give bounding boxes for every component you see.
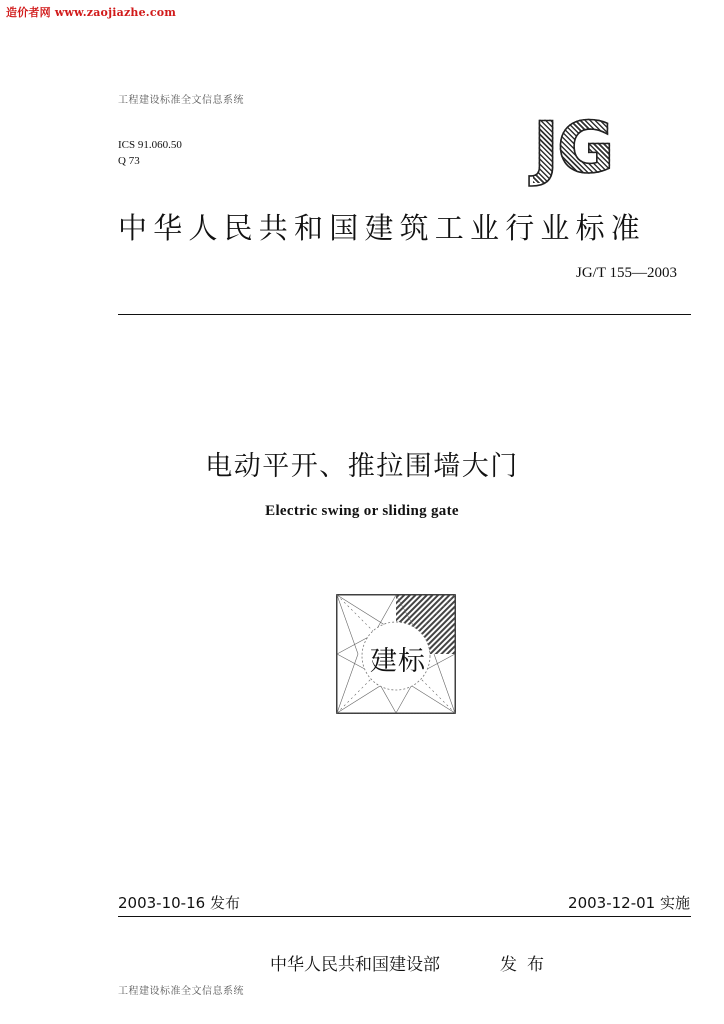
header-divider <box>118 314 691 315</box>
system-watermark-bottom: 工程建设标准全文信息系统 <box>118 986 244 997</box>
implementation-date: 2003-12-01 实施 <box>568 894 690 912</box>
document-title-english: Electric swing or sliding gate <box>265 503 459 519</box>
issue-date: 2003-10-16 发布 <box>118 894 240 912</box>
document-title: 电动平开、推拉围墙大门 <box>205 451 519 482</box>
issuing-authority: 中华人民共和国建设部 <box>270 955 440 975</box>
jg-logo: JG <box>533 107 613 189</box>
category-code: Q 73 <box>118 155 140 167</box>
issued-label: 发布 <box>500 955 554 975</box>
watermark-header: 造价者网 www.zaojiazhe.com <box>6 6 177 19</box>
ics-code: ICS 91.060.50 <box>118 139 182 151</box>
standard-issuing-body-title: 中华人民共和国建筑工业行业标准 <box>118 211 647 245</box>
certification-mark-label: 建标 <box>370 646 426 677</box>
standard-code: JG/T 155—2003 <box>576 265 677 281</box>
footer-divider <box>118 916 691 917</box>
system-watermark-top: 工程建设标准全文信息系统 <box>118 95 244 106</box>
